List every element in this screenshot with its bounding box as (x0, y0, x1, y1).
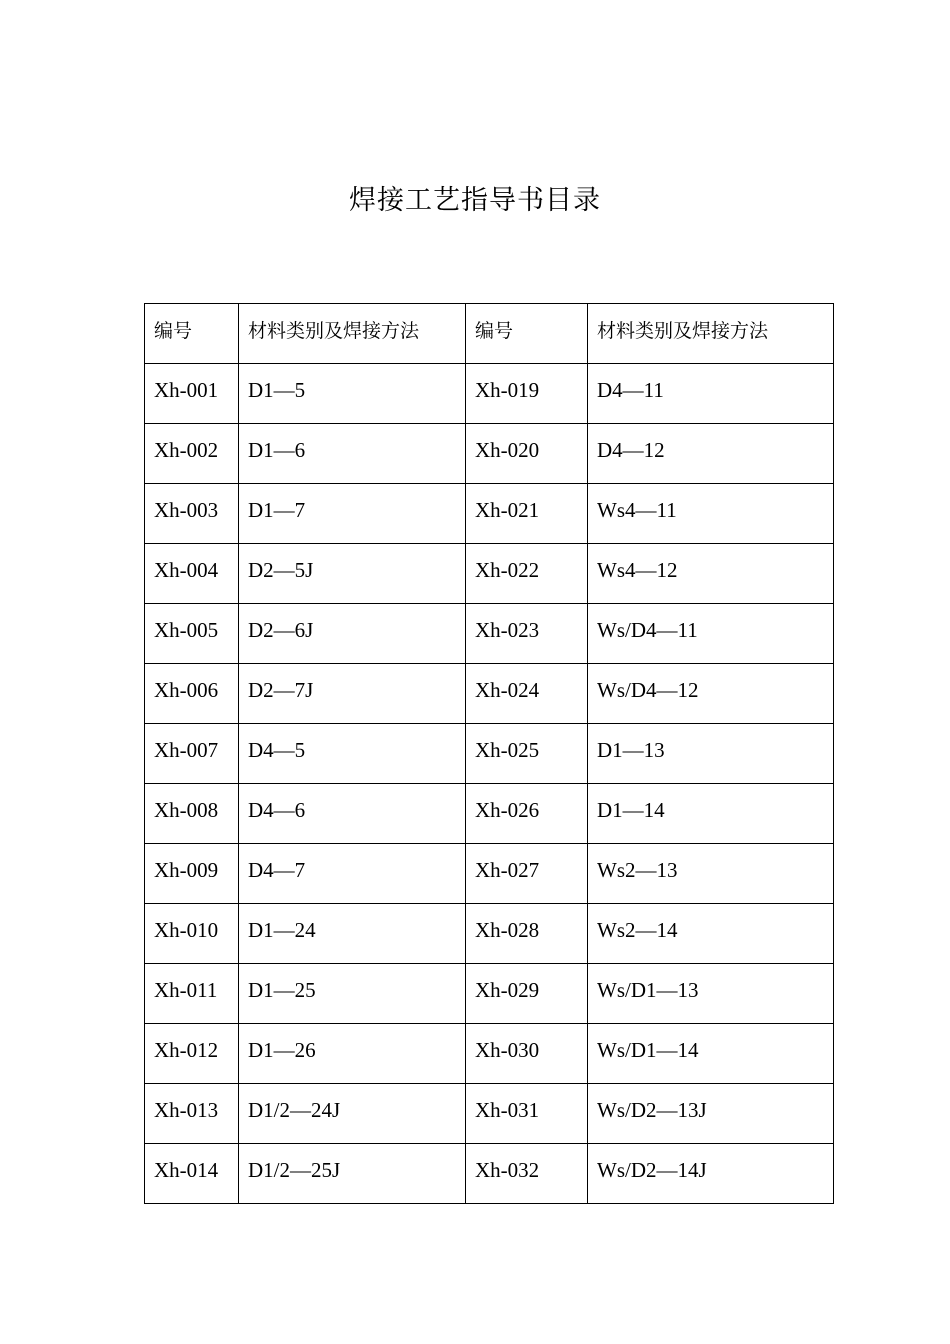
cell-material-method: D1—25 (239, 964, 466, 1024)
header-cell-material-method: 材料类别及焊接方法 (239, 304, 466, 364)
cell-number: Xh-029 (466, 964, 588, 1024)
cell-number: Xh-030 (466, 1024, 588, 1084)
cell-material-method: D4—11 (588, 364, 834, 424)
table-row (145, 364, 834, 424)
cell-material-method: D1—7 (239, 484, 466, 544)
cell-number: Xh-014 (145, 1144, 239, 1204)
cell-material-method: D1/2—25J (239, 1144, 466, 1204)
cell-number: Xh-028 (466, 904, 588, 964)
cell-material-method: D4—12 (588, 424, 834, 484)
cell-number: Xh-007 (145, 724, 239, 784)
cell-number: Xh-012 (145, 1024, 239, 1084)
cell-number: Xh-003 (145, 484, 239, 544)
table-row (145, 724, 834, 784)
cell-material-method: D1—6 (239, 424, 466, 484)
cell-number: Xh-013 (145, 1084, 239, 1144)
table-row (145, 784, 834, 844)
cell-number: Xh-026 (466, 784, 588, 844)
cell-number: Xh-027 (466, 844, 588, 904)
table-row (145, 484, 834, 544)
cell-material-method: Ws4—12 (588, 544, 834, 604)
cell-number: Xh-023 (466, 604, 588, 664)
table-row (145, 604, 834, 664)
cell-material-method: Ws/D2—13J (588, 1084, 834, 1144)
cell-material-method: Ws2—13 (588, 844, 834, 904)
cell-number: Xh-031 (466, 1084, 588, 1144)
cell-number: Xh-008 (145, 784, 239, 844)
cell-material-method: Ws/D2—14J (588, 1144, 834, 1204)
cell-number: Xh-020 (466, 424, 588, 484)
cell-material-method: D1—13 (588, 724, 834, 784)
cell-number: Xh-009 (145, 844, 239, 904)
cell-number: Xh-025 (466, 724, 588, 784)
cell-material-method: D2—5J (239, 544, 466, 604)
header-cell-number: 编号 (466, 304, 588, 364)
table-row (145, 1084, 834, 1144)
cell-material-method: D1—14 (588, 784, 834, 844)
cell-material-method: Ws/D4—11 (588, 604, 834, 664)
cell-material-method: D2—7J (239, 664, 466, 724)
cell-number: Xh-022 (466, 544, 588, 604)
table-row (145, 964, 834, 1024)
table-row (145, 1024, 834, 1084)
table-row (145, 904, 834, 964)
header-cell-material-method: 材料类别及焊接方法 (588, 304, 834, 364)
table-row (145, 844, 834, 904)
cell-number: Xh-032 (466, 1144, 588, 1204)
cell-material-method: D1—24 (239, 904, 466, 964)
cell-material-method: D1—26 (239, 1024, 466, 1084)
cell-number: Xh-004 (145, 544, 239, 604)
cell-material-method: Ws4—11 (588, 484, 834, 544)
cell-number: Xh-005 (145, 604, 239, 664)
cell-material-method: D1/2—24J (239, 1084, 466, 1144)
cell-material-method: D2—6J (239, 604, 466, 664)
cell-number: Xh-019 (466, 364, 588, 424)
cell-material-method: Ws/D1—14 (588, 1024, 834, 1084)
cell-material-method: D1—5 (239, 364, 466, 424)
page-title: 焊接工艺指导书目录 (349, 185, 601, 216)
cell-number: Xh-024 (466, 664, 588, 724)
procedure-catalog-table (144, 303, 834, 1204)
cell-number: Xh-001 (145, 364, 239, 424)
cell-material-method: D4—6 (239, 784, 466, 844)
header-cell-number: 编号 (145, 304, 239, 364)
cell-material-method: D4—5 (239, 724, 466, 784)
cell-material-method: Ws/D4—12 (588, 664, 834, 724)
cell-number: Xh-010 (145, 904, 239, 964)
table-row (145, 544, 834, 604)
cell-number: Xh-021 (466, 484, 588, 544)
cell-number: Xh-002 (145, 424, 239, 484)
table-row (145, 664, 834, 724)
table-row (145, 424, 834, 484)
cell-material-method: Ws2—14 (588, 904, 834, 964)
table-row (145, 1144, 834, 1204)
cell-number: Xh-006 (145, 664, 239, 724)
cell-material-method: D4—7 (239, 844, 466, 904)
cell-material-method: Ws/D1—13 (588, 964, 834, 1024)
table-header-row (145, 304, 834, 364)
cell-number: Xh-011 (145, 964, 239, 1024)
